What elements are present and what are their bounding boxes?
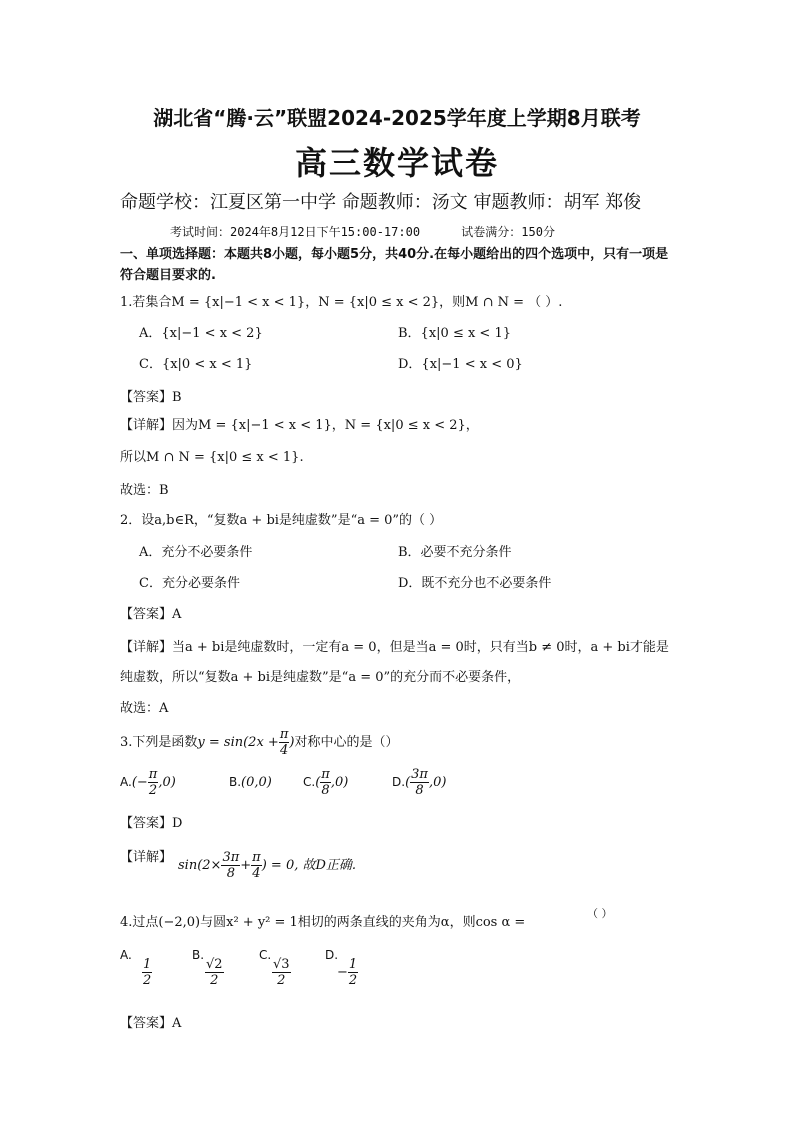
q3-option-d-label: D. <box>392 775 406 789</box>
q3-option-c <box>303 767 348 798</box>
q1-conclusion: 故选：B <box>120 483 169 498</box>
q2-option-c: C．充分必要条件 <box>139 576 240 591</box>
q3-option-d-numerator: 3π <box>411 767 428 782</box>
q3-detail-post: ) = 0, 故D正确. <box>261 858 357 873</box>
q4-option-b-denominator: 2 <box>210 973 219 988</box>
q3-option-a-fraction <box>148 767 159 798</box>
q4-option-b-numerator: √2 <box>206 957 223 972</box>
q3-detail-numerator-1: 3π <box>222 850 240 865</box>
q1-option-a: A．{x|−1 < x < 2} <box>139 326 263 341</box>
q4-option-d-label: D. <box>325 948 339 962</box>
q3-stem-prefix: 3.下列是函数 <box>120 735 198 750</box>
q3-option-a <box>120 767 176 798</box>
exam-title: 湖北省“腾·云”联盟2024-2025学年度上学期8月联考 <box>153 106 641 130</box>
exam-info-line <box>170 223 589 240</box>
question-1-stem: 1.若集合M = {x|−1 < x < 1}，N = {x|0 ≤ x < 2}，则M ∩ N = （ ）. <box>120 295 563 310</box>
q3-detail-mid: + <box>240 858 252 873</box>
q1-option-b: B．{x|0 ≤ x < 1} <box>398 326 511 341</box>
q1-option-c: C．{x|0 < x < 1} <box>139 357 253 372</box>
q4-option-d <box>337 957 358 988</box>
full-score: 试卷满分：150分 <box>461 225 555 239</box>
q3-detail-denominator-1: 8 <box>226 866 235 881</box>
q3-answer: 【答案】D <box>120 816 183 831</box>
q3-option-c-numerator: π <box>321 767 330 782</box>
q3-function-a: y = sin(2x + <box>197 735 279 750</box>
q4-option-d-sign: − <box>337 965 348 980</box>
q2-conclusion: 故选：A <box>120 701 169 716</box>
q1-detail-line-1: 【详解】因为M = {x|−1 < x < 1}，N = {x|0 ≤ x < 2}， <box>120 418 479 433</box>
q4-answer: 【答案】A <box>120 1016 182 1031</box>
q3-fraction-denominator: 4 <box>279 743 289 758</box>
q4-option-a-denominator: 2 <box>143 973 152 988</box>
q1-option-d: D．{x|−1 < x < 0} <box>398 357 523 372</box>
q3-option-c-fraction <box>320 767 331 798</box>
q4-option-b <box>205 957 224 988</box>
q4-option-b-fraction <box>205 957 224 988</box>
q4-answer-paren: （ ） <box>587 907 613 920</box>
q4-option-a-numerator: 1 <box>143 957 152 972</box>
q3-option-b <box>229 775 272 790</box>
q3-option-d-denominator: 8 <box>415 783 424 798</box>
q4-option-c-denominator: 2 <box>277 973 286 988</box>
q4-option-b-label: B. <box>192 948 205 962</box>
q4-option-d-denominator: 2 <box>348 973 358 988</box>
q3-option-d <box>392 767 446 798</box>
q4-option-c-label: C. <box>259 948 272 962</box>
q3-option-c-denominator: 8 <box>321 783 330 798</box>
q3-option-d-fraction <box>410 767 429 798</box>
question-4-stem: 4.过点(−2,0)与圆x² + y² = 1相切的两条直线的夹角为α，则cos α = <box>120 915 526 930</box>
q4-option-c-fraction <box>272 957 291 988</box>
q2-option-b: B．必要不充分条件 <box>398 545 512 560</box>
q2-option-a: A．充分不必要条件 <box>139 545 253 560</box>
q1-detail-line-2: 所以M ∩ N = {x|0 ≤ x < 1}. <box>120 450 304 465</box>
q3-detail-equation <box>178 850 356 881</box>
q3-option-a-label: A. <box>120 775 132 789</box>
q2-answer: 【答案】A <box>120 607 182 622</box>
q3-fraction-numerator: π <box>279 727 289 742</box>
q4-option-d-numerator: 1 <box>348 957 358 972</box>
q3-detail-numerator-2: π <box>252 850 261 865</box>
q3-option-c-label: C. <box>303 775 316 789</box>
q3-option-b-value: (0,0) <box>241 775 272 790</box>
q3-detail-denominator-2: 4 <box>252 866 261 881</box>
q3-option-a-numerator: π <box>148 767 158 782</box>
q4-option-a-label: A. <box>120 948 132 962</box>
q4-option-a-fraction <box>142 957 152 988</box>
q3-option-b-label: B. <box>229 775 242 789</box>
q3-option-d-post: ,0) <box>428 775 447 790</box>
q3-option-a-pre: (− <box>131 775 148 790</box>
authors-line: 命题学校：江夏区第一中学 命题教师：汤文 审题教师：胡军 郑俊 <box>120 192 642 213</box>
q4-option-c-numerator: √3 <box>273 957 290 972</box>
exam-subtitle: 高三数学试卷 <box>294 144 499 182</box>
q4-option-a <box>142 957 152 988</box>
q4-option-d-fraction <box>348 957 358 988</box>
q3-function-b: ) <box>289 735 295 750</box>
q2-option-d: D．既不充分也不必要条件 <box>398 576 552 591</box>
q1-answer: 【答案】B <box>120 390 182 405</box>
q3-option-c-post: ,0) <box>330 775 349 790</box>
q3-detail-fraction-2 <box>251 850 262 881</box>
q3-option-a-denominator: 2 <box>148 783 158 798</box>
q3-stem-suffix: 对称中心的是（） <box>294 735 399 750</box>
q3-option-a-post: ,0) <box>158 775 176 790</box>
exam-time: 考试时间：2024年8月12日下午15:00-17:00 <box>170 225 421 239</box>
question-2-stem: 2．设a,b∈R，“复数a + bi是纯虚数”是“a = 0”的（ ） <box>120 513 443 528</box>
q3-option-d-pre: ( <box>405 775 411 790</box>
section-heading: 一、单项选择题：本题共8小题，每小题5分，共40分.在每小题给出的四个选项中，只有一项是符合题目要求的. <box>120 247 669 283</box>
question-3-stem <box>120 727 398 758</box>
q3-function-fraction <box>279 727 290 758</box>
q3-option-c-pre: ( <box>315 775 321 790</box>
q2-detail-line-1: 【详解】当a + bi是纯虚数时，一定有a = 0，但是当a = 0时，只有当b ≠ 0时，a + bi才能是 <box>120 640 669 655</box>
q4-option-c <box>272 957 291 988</box>
q3-detail-label: 【详解】 <box>120 850 173 865</box>
q3-detail-a: sin(2× <box>178 858 222 873</box>
q2-detail-line-2: 纯虚数，所以“复数a + bi是纯虚数”是“a = 0”的充分而不必要条件， <box>120 670 521 685</box>
q3-detail-fraction-1 <box>221 850 240 881</box>
